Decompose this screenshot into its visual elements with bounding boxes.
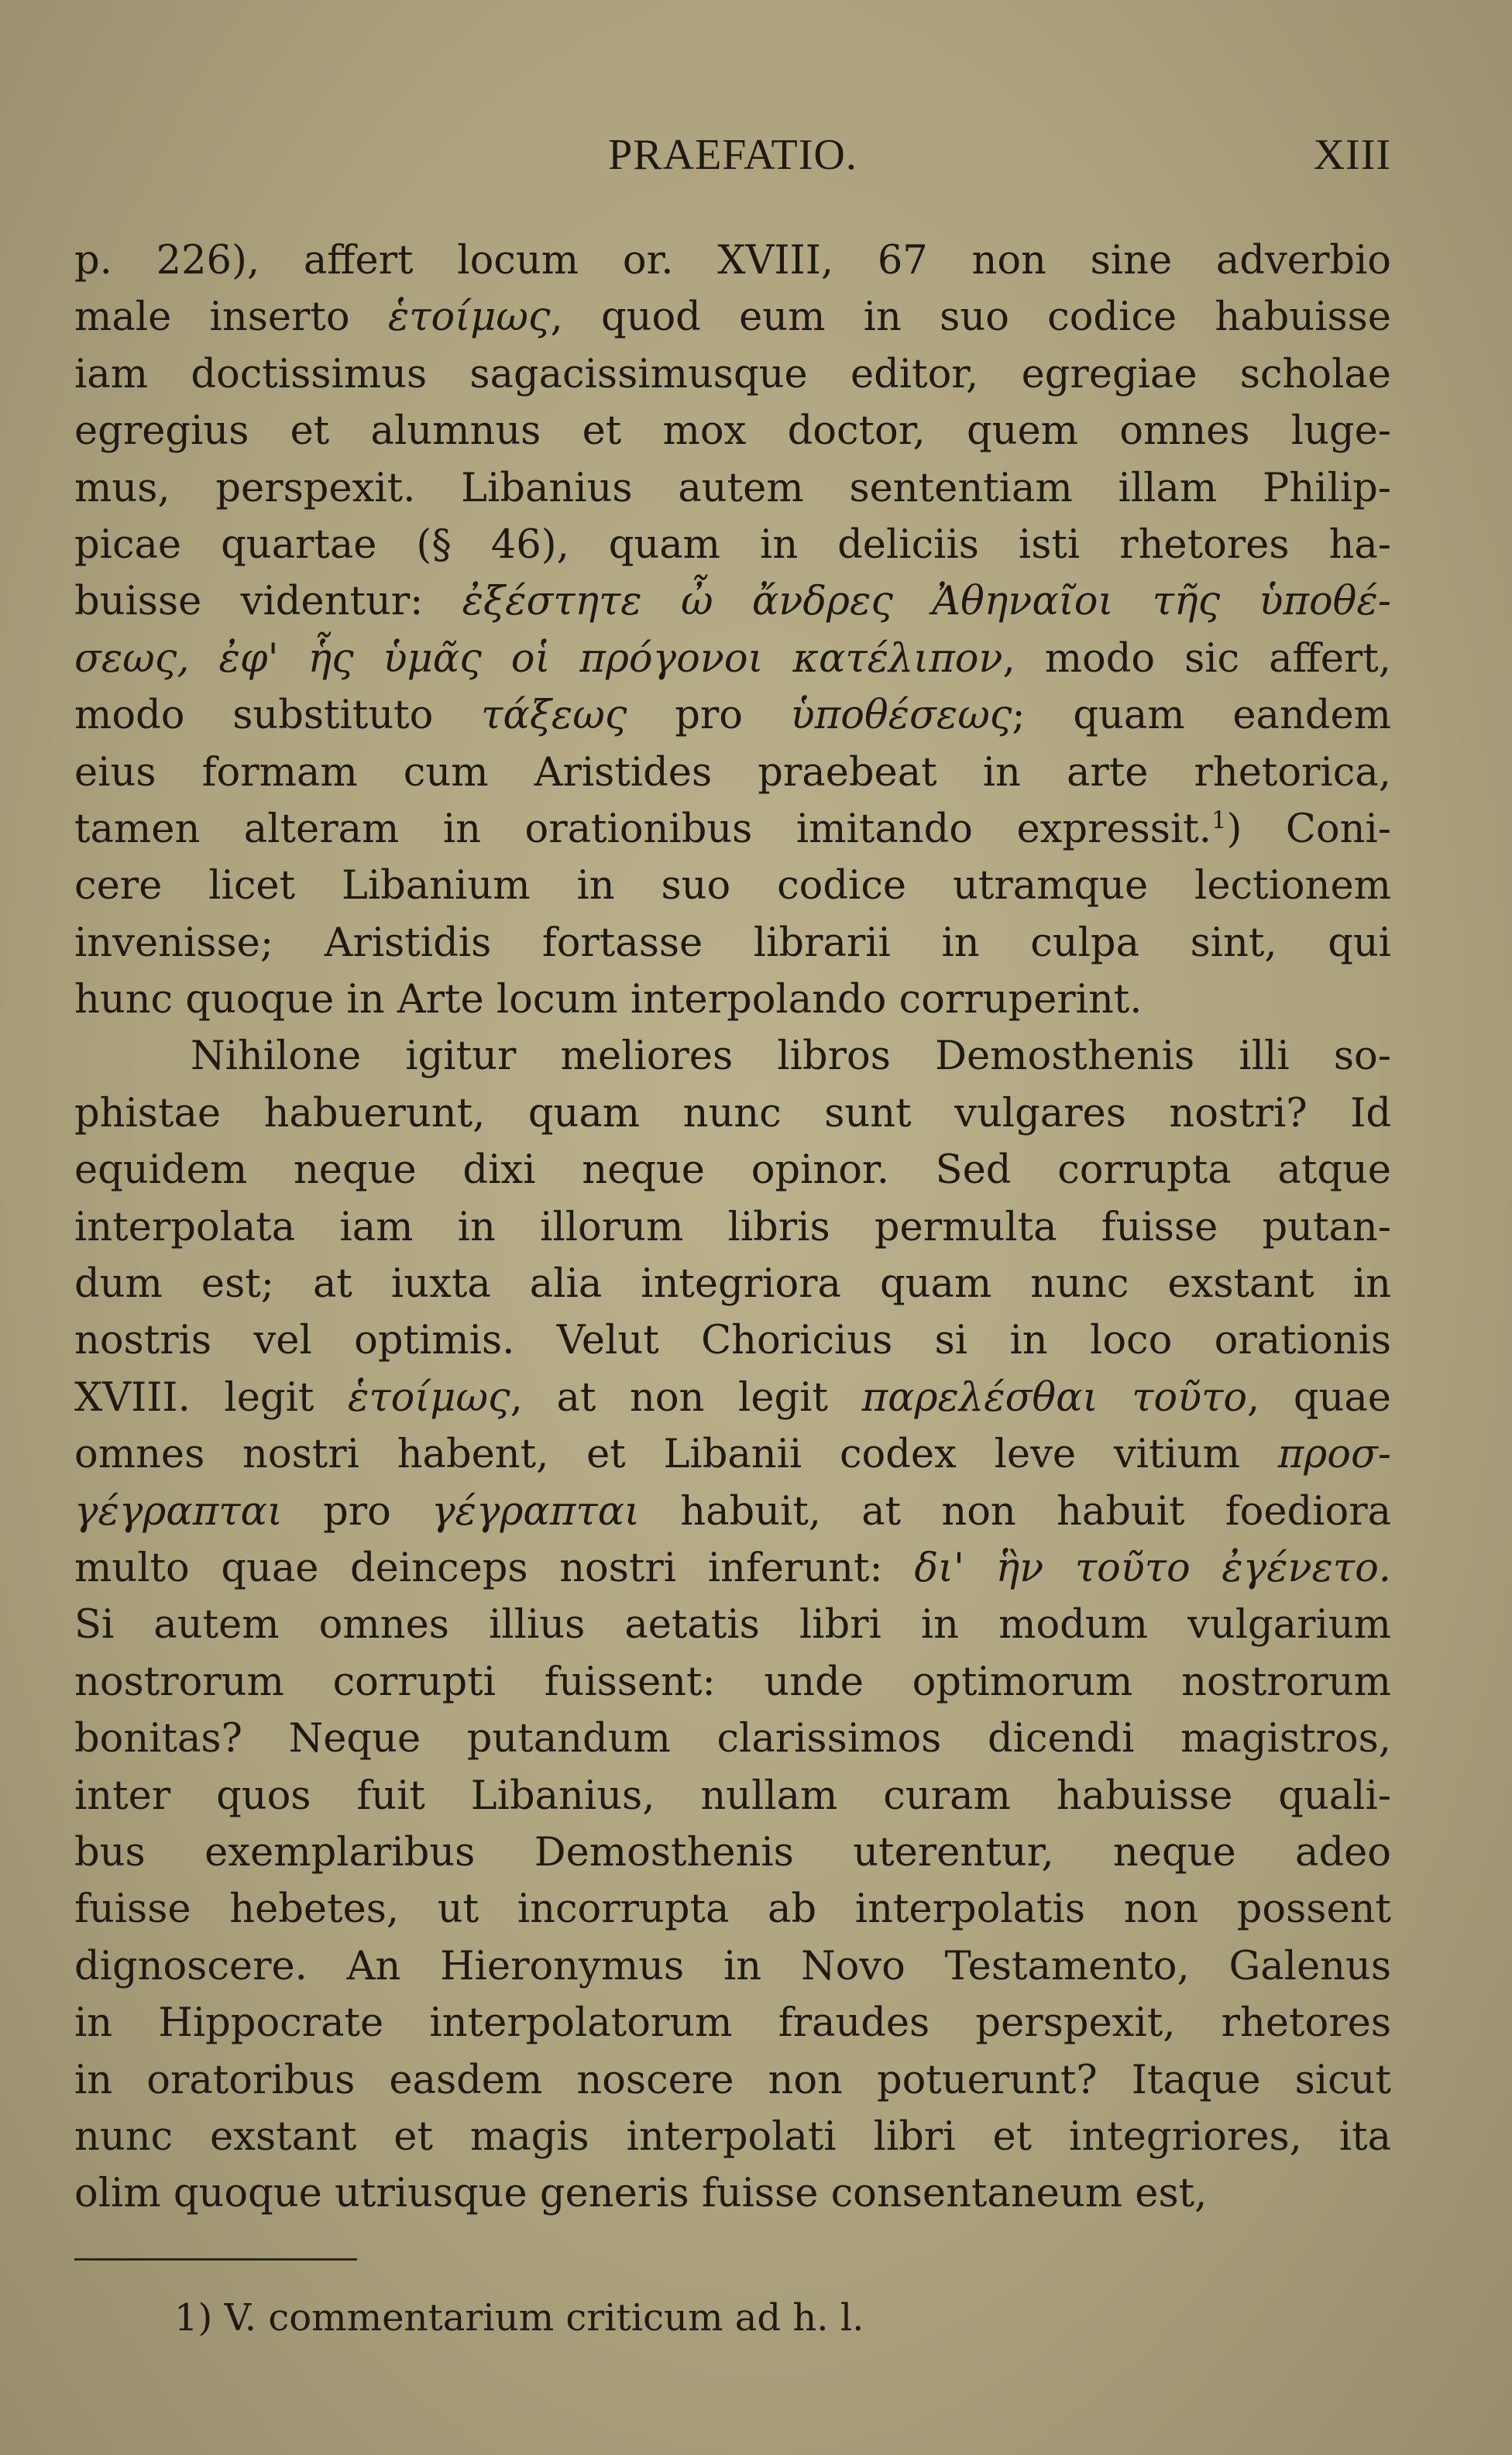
text-segment: , quod eum in suo codice habuisse	[550, 294, 1391, 341]
text-segment: omnes nostri habent, et Libanii codex leve vitium	[74, 1432, 1278, 1478]
text-line	[74, 1370, 1391, 1426]
text-line	[74, 1881, 1391, 1938]
text-segment: male inserto	[74, 294, 388, 341]
greek-text: παρελέσθαι τοῦτο	[861, 1374, 1248, 1421]
text-line	[74, 232, 1391, 289]
greek-text: γέγραπται	[431, 1488, 641, 1535]
text-line	[74, 1938, 1391, 1995]
text-line	[74, 1824, 1391, 1881]
body-text	[74, 232, 1391, 2223]
text-segment: Si autem omnes illius aetatis libri in modum vulgarium	[74, 1602, 1391, 1649]
text-segment: interpolata iam in illorum libris permulta fuisse putan-	[74, 1204, 1391, 1250]
text-segment: ) Coni-	[1226, 806, 1391, 852]
footnote: 1) V. commentarium criticum ad h. l.	[174, 2296, 864, 2340]
text-segment: , modo sic affert,	[1002, 635, 1391, 682]
text-line	[74, 744, 1391, 801]
text-segment: equidem neque dixi neque opinor. Sed corrupta atque	[74, 1147, 1391, 1194]
text-segment: multo quae deinceps nostri inferunt:	[74, 1545, 915, 1591]
page-number: XIII	[1313, 131, 1391, 179]
running-title: PRAEFATIO.	[608, 131, 857, 179]
text-line	[74, 971, 1391, 1028]
text-segment: pro	[627, 693, 791, 739]
text-segment: modo substituto	[74, 693, 482, 739]
text-segment: buisse videntur:	[74, 579, 462, 625]
greek-text: γέγραπται	[74, 1488, 283, 1535]
greek-text: ἐξέστητε ὦ ἄνδρες Ἀθηναῖοι τῆς ὑποθέ-	[462, 579, 1391, 625]
text-line	[74, 858, 1391, 914]
text-segment: dignoscere. An Hieronymus in Novo Testamento, Galenus	[74, 1943, 1391, 1989]
text-segment: mus, perspexit. Libanius autem sententiam illam Philip-	[74, 465, 1391, 511]
text-line	[74, 2165, 1391, 2222]
text-line	[74, 1256, 1391, 1312]
text-line	[74, 403, 1391, 459]
text-segment: Nihilone igitur meliores libros Demosthenis illi so-	[191, 1033, 1391, 1080]
greek-text: προσ-	[1277, 1432, 1391, 1478]
text-segment: inter quos fuit Libanius, nullam curam habuisse quali-	[74, 1772, 1391, 1819]
text-line	[74, 1995, 1391, 2051]
text-segment: , quae	[1247, 1374, 1391, 1421]
text-segment: , at non legit	[510, 1374, 862, 1421]
text-line	[74, 1028, 1391, 1085]
text-segment: nunc exstant et magis interpolati libri et integriores, ita	[74, 2113, 1391, 2160]
text-segment: olim quoque utriusque generis fuisse consentaneum est,	[74, 2171, 1208, 2217]
text-line	[74, 1312, 1391, 1369]
text-line	[74, 2052, 1391, 2109]
running-head	[74, 130, 1391, 192]
text-segment: invenisse; Aristidis fortasse librarii in culpa sint, qui	[74, 920, 1391, 966]
text-segment: pro	[282, 1488, 432, 1535]
text-segment: in oratoribus easdem noscere non potuerunt? Itaque sicut	[74, 2057, 1391, 2103]
greek-text: σεως, ἐφ' ἧς ὑμᾶς οἱ πρόγονοι κατέλιπον	[74, 635, 1003, 682]
text-segment: bonitas? Neque putandum clarissimos dicendi magistros,	[74, 1716, 1391, 1762]
text-line	[74, 2109, 1391, 2165]
text-line	[74, 460, 1391, 517]
text-line	[74, 1142, 1391, 1198]
greek-text: τάξεως	[481, 693, 627, 739]
text-segment: nostris vel optimis. Velut Choricius si in loco orationis	[74, 1318, 1391, 1364]
text-segment: eius formam cum Aristides praebeat in arte rhetorica,	[74, 749, 1391, 796]
greek-text: ἑτοίμως	[387, 294, 551, 341]
text-segment: phistae habuerunt, quam nunc sunt vulgares nostri? Id	[74, 1090, 1391, 1136]
text-line	[74, 1199, 1391, 1256]
text-line	[74, 1597, 1391, 1653]
text-line	[74, 631, 1391, 687]
text-line	[74, 1484, 1391, 1540]
footnote-rule	[74, 2258, 357, 2261]
text-line	[74, 517, 1391, 573]
greek-text: δι' ἣν τοῦτο ἐγένετο.	[914, 1545, 1391, 1591]
footnote-ref: 1	[1211, 806, 1227, 834]
text-segment: XVIII. legit	[74, 1374, 349, 1421]
text-segment: picae quartae (§ 46), quam in deliciis isti rhetores ha-	[74, 521, 1391, 568]
text-segment: dum est; at iuxta alia integriora quam nunc exstant in	[74, 1261, 1391, 1308]
text-line	[74, 1540, 1391, 1597]
text-line	[74, 1654, 1391, 1711]
text-segment: fuisse hebetes, ut incorrupta ab interpolatis non possent	[74, 1886, 1391, 1933]
text-line	[74, 346, 1391, 403]
text-line	[74, 573, 1391, 630]
text-line	[74, 1426, 1391, 1483]
greek-text: ἑτοίμως	[348, 1374, 510, 1421]
text-segment: tamen alteram in orationibus imitando expressit.	[74, 806, 1211, 852]
text-segment: iam doctissimus sagacissimusque editor, egregiae scholae	[74, 351, 1391, 397]
greek-text: ὑποθέσεως	[790, 693, 1012, 739]
text-line	[74, 1085, 1391, 1142]
text-segment: cere licet Libanium in suo codice utramque lectionem	[74, 863, 1391, 909]
text-segment: p. 226), affert locum or. XVIII, 67 non sine adverbio	[74, 238, 1391, 284]
text-segment: nostrorum corrupti fuissent: unde optimorum nostrorum	[74, 1659, 1391, 1705]
text-line	[74, 289, 1391, 346]
text-segment: ; quam eandem	[1012, 693, 1391, 739]
text-segment: habuit, at non habuit foediora	[640, 1488, 1391, 1535]
text-segment: in Hippocrate interpolatorum fraudes perspexit, rhetores	[74, 2000, 1391, 2047]
text-line	[74, 915, 1391, 971]
text-line	[74, 1768, 1391, 1824]
text-segment: bus exemplaribus Demosthenis uterentur, neque adeo	[74, 1829, 1391, 1876]
text-line	[74, 687, 1391, 744]
text-segment: egregius et alumnus et mox doctor, quem omnes luge-	[74, 408, 1391, 455]
text-line	[74, 1711, 1391, 1767]
text-segment: hunc quoque in Arte locum interpolando corruperint.	[74, 977, 1143, 1023]
text-line	[74, 801, 1391, 858]
